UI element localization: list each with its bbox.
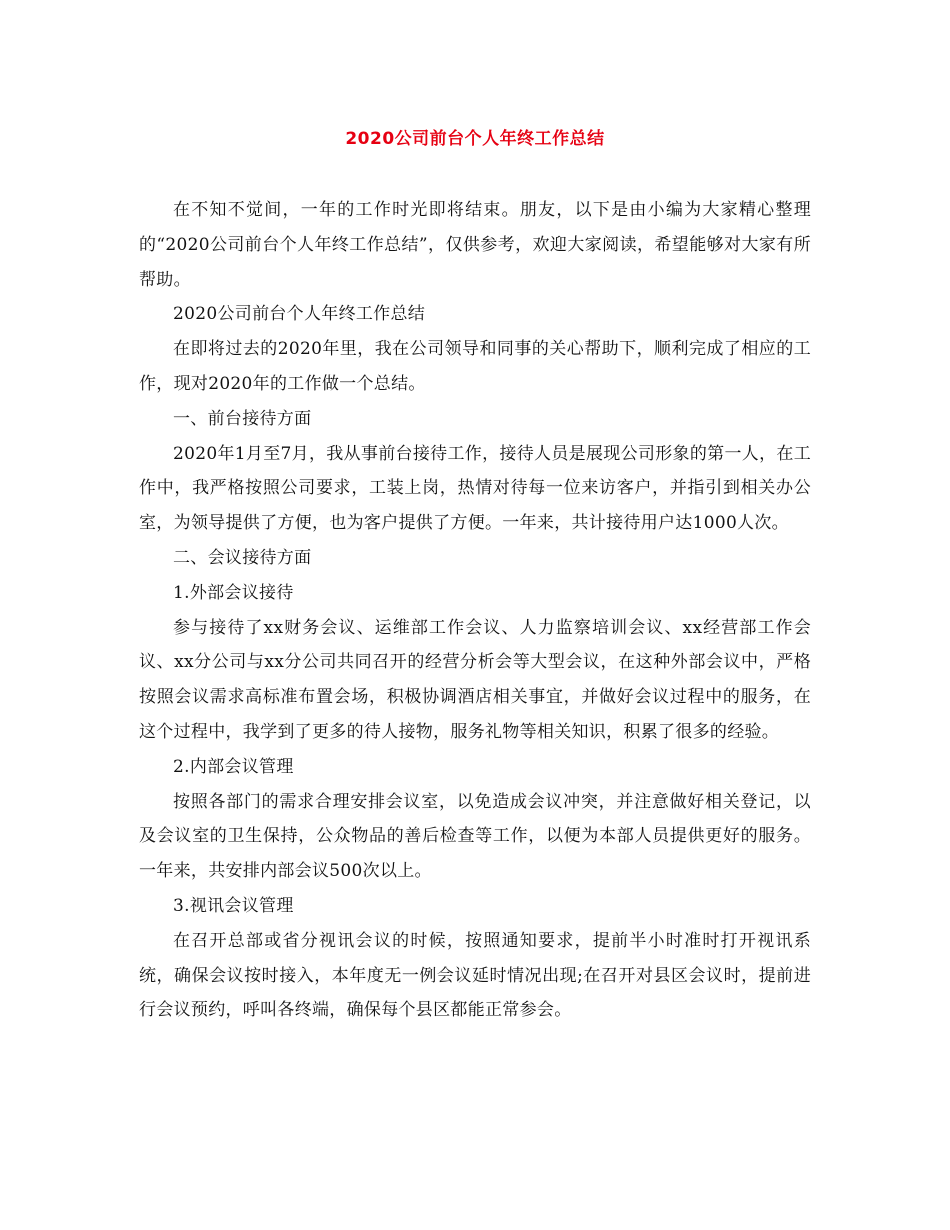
internal-meetings-paragraph: 按照各部门的需求合理安排会议室，以免造成会议冲突，并注意做好相关登记，以及会议室的卫生保持，公众物品的善后检查等工作，以便为本部人员提供更好的服务。一年来，共安排内部会议500次以上。 — [139, 791, 811, 882]
document-title: 2020公司前台个人年终工作总结 — [345, 129, 605, 149]
section-heading-reception: 一、前台接待方面 — [173, 408, 312, 429]
video-meetings-paragraph: 在召开总部或省分视讯会议的时候，按照通知要求，提前半小时准时打开视讯系统，确保会议按时接入，本年度无一例会议延时情况出现;在召开对县区会议时，提前进行会议预约，呼叫各终端，确保每个县区都能正常参会。 — [139, 930, 811, 1021]
subheading-external-meetings: 1.外部会议接待 — [173, 582, 294, 603]
reception-paragraph: 2020年1月至7月，我从事前台接待工作，接待人员是展现公司形象的第一人，在工作中，我严格按照公司要求，工装上岗，热情对待每一位来访客户，并指引到相关办公室，为领导提供了方便，也为客户提供了方便。一年来，共计接待用户达1000人次。 — [139, 443, 811, 534]
external-meetings-paragraph: 参与接待了xx财务会议、运维部工作会议、人力监察培训会议、xx经营部工作会议、xx分公司与xx分公司共同召开的经营分析会等大型会议，在这种外部会议中，严格按照会议需求高标准布置会场，积极协调酒店相关事宜，并做好会议过程中的服务，在这个过程中，我学到了更多的待人接物，服务礼物等相关知识，积累了很多的经验。 — [139, 617, 811, 742]
intro-paragraph: 在不知不觉间，一年的工作时光即将结束。朋友，以下是由小编为大家精心整理的“2020公司前台个人年终工作总结”，仅供参考，欢迎大家阅读，希望能够对大家有所帮助。 — [139, 200, 811, 290]
subheading-internal-meetings: 2.内部会议管理 — [173, 756, 294, 777]
document-body — [139, 193, 811, 1028]
subtitle-paragraph: 2020公司前台个人年终工作总结 — [173, 304, 426, 325]
subheading-video-meetings: 3.视讯会议管理 — [173, 895, 294, 916]
section-heading-meetings: 二、会议接待方面 — [173, 547, 312, 568]
opening-paragraph: 在即将过去的2020年里，我在公司领导和同事的关心帮助下，顺利完成了相应的工作，现对2020年的工作做一个总结。 — [139, 339, 811, 394]
